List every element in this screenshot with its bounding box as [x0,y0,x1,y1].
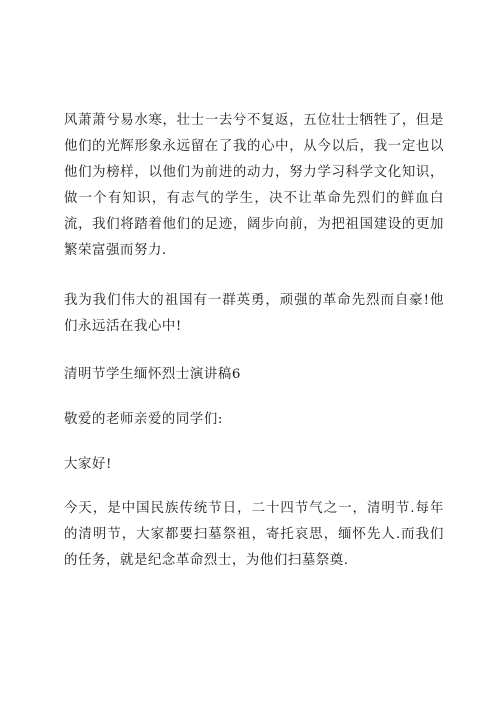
paragraph-qingming: 今天，是中国民族传统节日，二十四节气之一，清明节.每年的清明节，大家都要扫墓祭祖，寄托哀思，缅怀先人.而我们的任务，就是纪念革命烈士，为他们扫墓祭奠. [64,501,444,568]
greeting: 大家好! [64,457,112,472]
speech-title: 清明节学生缅怀烈士演讲稿6 [64,367,242,382]
salutation: 敬爱的老师亲爱的同学们: [64,412,224,427]
paragraph-pride: 我为我们伟大的祖国有一群英勇，顽强的革命先烈而自豪!他们永远活在我心中! [64,293,444,334]
document-body [64,108,444,574]
paragraph-tribute: 风萧萧兮易水寒，壮士一去兮不复返，五位壮士牺牲了，但是他们的光辉形象永远留在了我的心中，从今以后，我一定也以他们为榜样，以他们为前进的动力，努力学习科学文化知识，做一个有知识，有志气的学生，决不让革命先烈们的鲜血白流，我们将踏着他们的足迹，阔步向前，为把祖国建设的更加繁荣富强而努力. [64,113,444,258]
